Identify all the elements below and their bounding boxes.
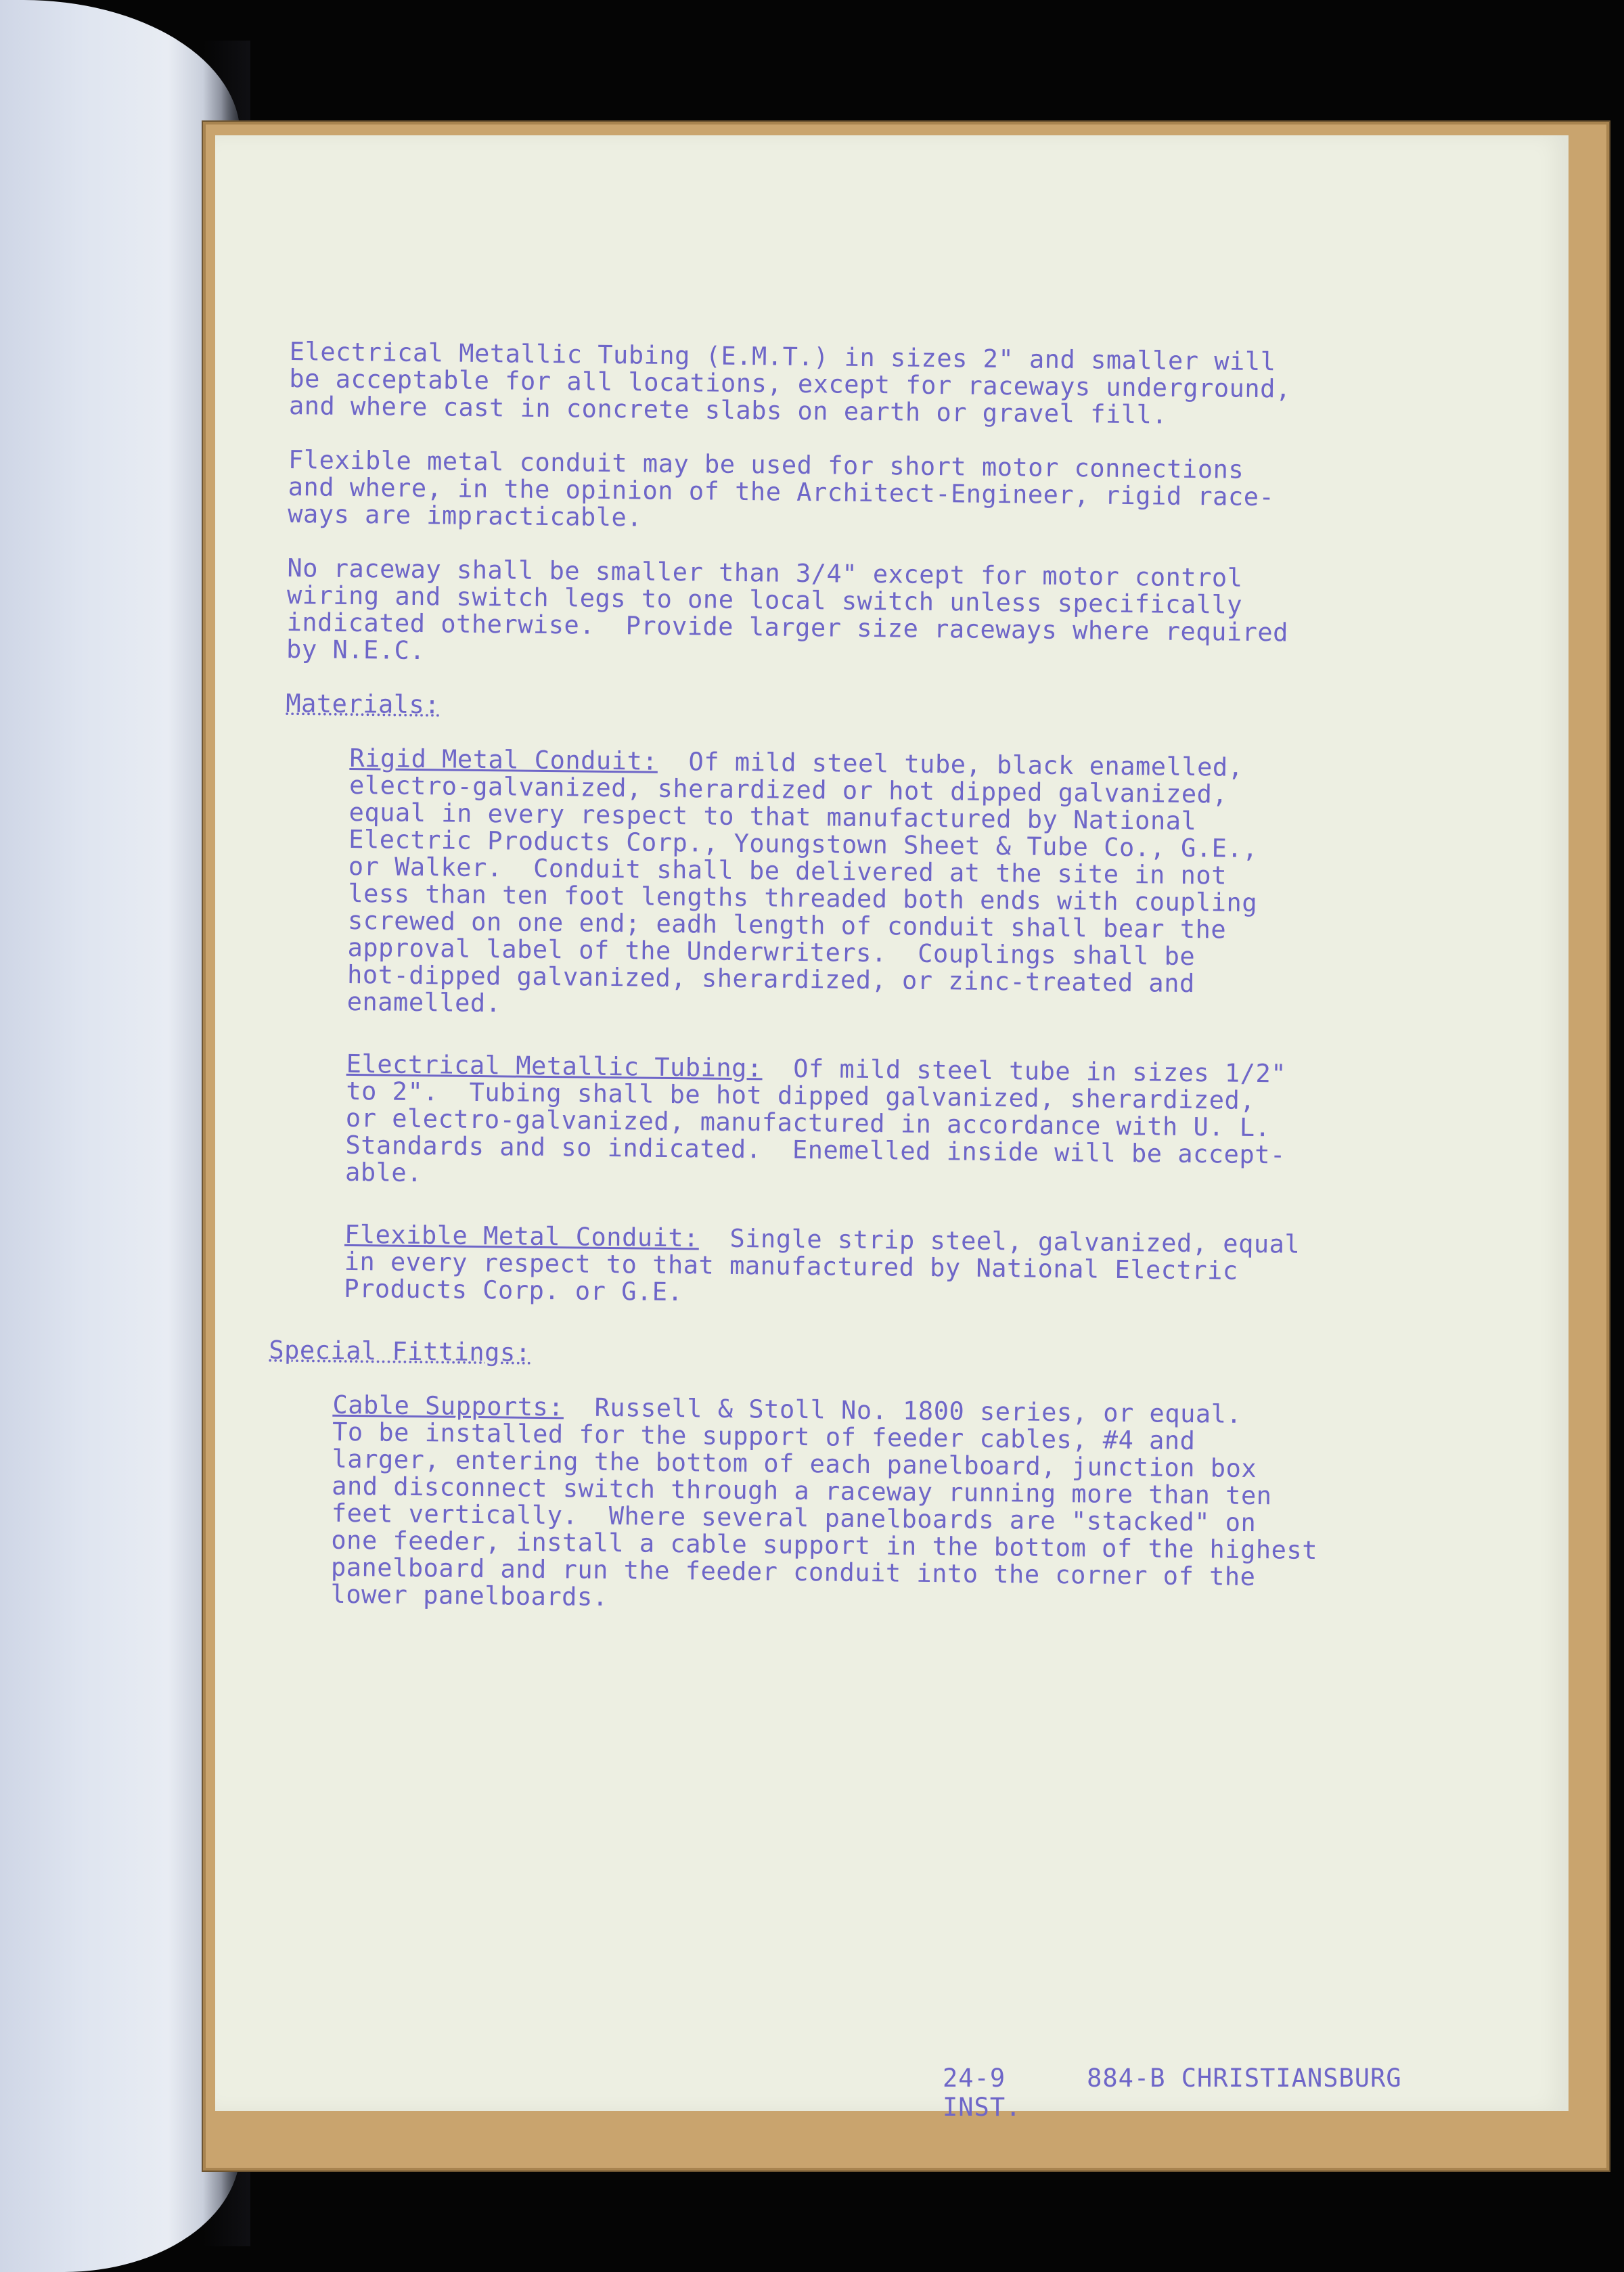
material-title: Electrical Metallic Tubing:	[346, 1049, 763, 1083]
material-text: Single strip steel, galvanized, equal in every respect to that manufactured by National Electric Products Corp. or G.E.	[344, 1223, 1301, 1307]
intro-paragraph-flexible: Flexible metal conduit may be used for short motor connections and where, in the opinion of the Architect-Engineer, rigid race- ways are impracticable.	[288, 445, 1275, 532]
sheet-text	[269, 337, 1555, 1656]
material-title: Flexible Metal Conduit:	[344, 1219, 700, 1253]
material-item	[347, 745, 1551, 1028]
material-text: Of mild steel tube, black enamelled, electro-galvanized, sherardized or hot dipped galvanized, equal in every respect to that manufactured by National Electric Products Corp., Youngstown Sheet & Tube Co., G.E., or Walker. Conduit shall be delivered at the site in not less than ten foot lengths threaded both ends with coupling screwed on one end; eadh length of conduit shall bear the approval label of the Underwriters. Couplings shall be hot-dipped galvanized, sherardized, or zinc-treated and enamelled.	[346, 746, 1259, 1018]
material-item	[344, 1221, 1546, 1315]
special-text: Russell & Stoll No. 1800 series, or equal. To be installed for the support of feeder cables, #4 and larger, entering the bottom of each panelboard, junction box and disconnect switch through a raceway running more than ten feet vertically. Where several panelboards are "stacked" on one feeder, install a cable support in the bottom of the highest panelboard and run the feeder conduit into the corner of the lower panelboards.	[330, 1392, 1318, 1612]
typed-sheet	[215, 135, 1569, 2122]
special-fittings-section	[266, 1337, 1544, 1621]
special-fittings-heading: Special Fittings:	[269, 1335, 531, 1367]
material-title: Rigid Metal Conduit:	[349, 743, 658, 776]
page-number: 24-9	[943, 2064, 1006, 2093]
intro-paragraph-emt: Electrical Metallic Tubing (E.M.T.) in sizes 2" and smaller will be acceptable for all locations, except for raceways underground, and where cast in concrete slabs on earth or gravel fill.	[288, 337, 1291, 430]
page-footer	[943, 2064, 1569, 2122]
material-item	[345, 1051, 1548, 1199]
materials-heading: Materials:	[286, 688, 441, 720]
project-label: 884-B CHRISTIANSBURG INST.	[943, 2064, 1402, 2122]
special-title: Cable Supports:	[332, 1390, 564, 1422]
material-text: Of mild steel tube in sizes 1/2" to 2". Tubing shall be hot dipped galvanized, sherardized, or electro-galvanized, manufactured in accordance with U. L. Standards and so indicated. Enemelled inside will be accept- able.	[344, 1053, 1287, 1188]
intro-paragraph-raceway-size: No raceway shall be smaller than 3/4" except for motor control wiring and switch legs to one local switch unless specifically indicated otherwise. Provide larger size raceways where required by N.E.C.	[286, 553, 1289, 666]
special-item	[330, 1392, 1543, 1621]
